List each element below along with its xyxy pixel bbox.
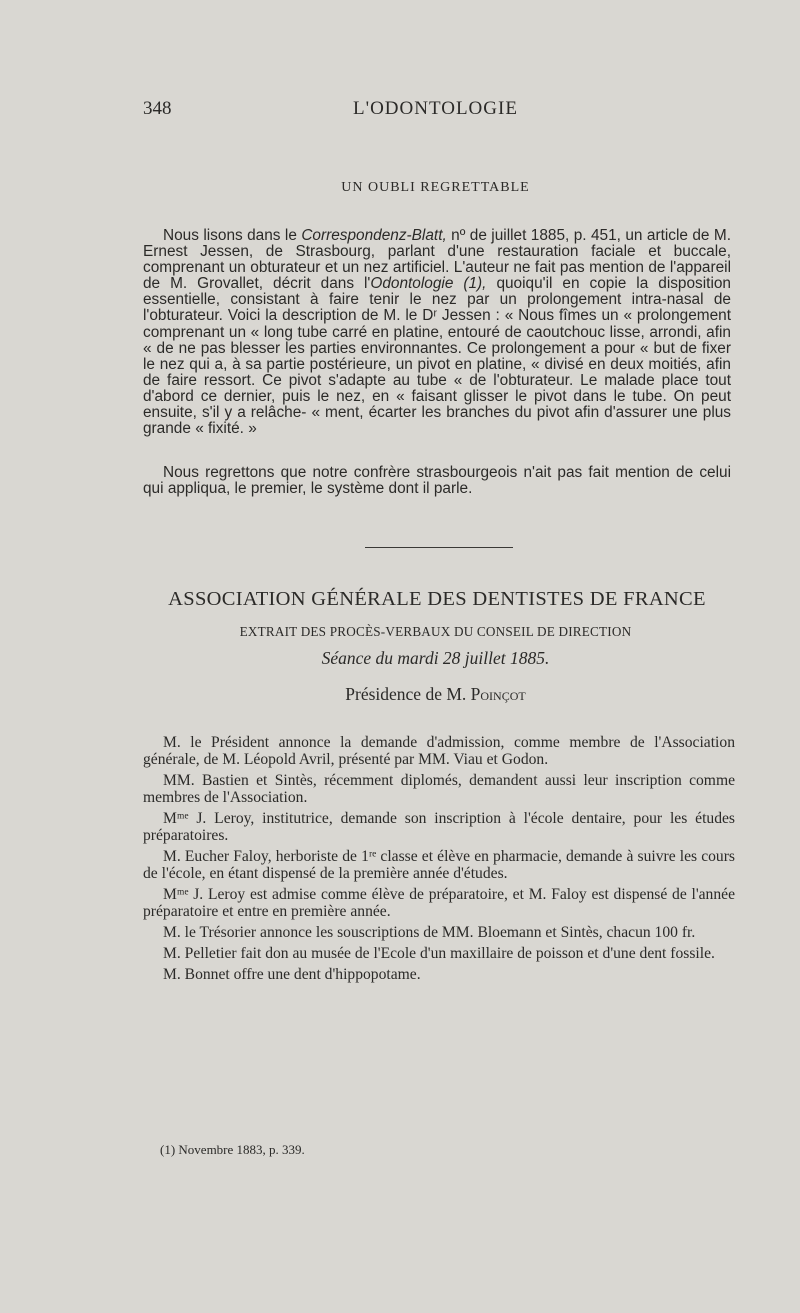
article-paragraph-1 [143,228,731,437]
extract-subtitle: EXTRAIT DES PROCÈS-VERBAUX DU CONSEIL DE DIRECTION [239,624,632,639]
text-segment: quoiqu'il en copie la disposition essentielle, consistant à faire tenir le nez par un prolongement intra-nasal de l'obturateur. Voici la description de M. le Dʳ Jessen : « Nous fîmes un « prolongement comprenant un « long tube carré en platine, entouré de caoutchouc lisse, arrondi, afin « de ne pas blesser les parties environnantes. Ce prolongement a pour « but de fixer le nez qui a, à sa partie postérieure, un pivot en platine, « divisé en deux moitiés, afin de faire ressort. Ce pivot s'adapte au tube « de l'obturateur. Le malade place tout d'abord ce dernier, puis le nez, en « faisant glisser le pivot dans le tube. On peut ensuite, s'il y a relâche- « ment, écarter les branches du pivot afin d'assurer une plus grande « fixité. » [143,275,731,438]
minutes-paragraph: M. Eucher Faloy, herboriste de 1ʳᵉ classe et élève en pharmacie, demande à suivre les cours de l'école, en étant dispensé de la première année d'études. [143,848,735,882]
minutes-paragraph: M. le Trésorier annonce les souscriptions de MM. Bloemann et Sintès, chacun 100 fr. [163,924,696,941]
president-name: Poinçot [470,684,526,704]
section-divider [365,547,513,548]
session-date: Séance du mardi 28 juillet 1885. [321,648,550,668]
text-segment: Nous lisons dans le [163,227,302,244]
minutes-paragraph: M. Bonnet offre une dent d'hippopotame. [163,966,421,983]
minutes-paragraph: MM. Bastien et Sintès, récemment diplomés, demandent aussi leur inscription comme membres de l'Association. [143,772,735,806]
running-title: L'ODONTOLOGIE [353,98,518,119]
page-number: 348 [143,98,172,119]
journal-reference: Odontologie (1), [370,275,487,293]
minutes-paragraph: Mᵐᵉ J. Leroy est admise comme élève de préparatoire, et M. Faloy est dispensé de l'année préparatoire et entre en première année. [143,886,735,920]
page-header [143,98,728,122]
minutes-paragraph: Mᵐᵉ J. Leroy, institutrice, demande son inscription à l'école dentaire, pour les études préparatoires. [143,810,735,844]
minutes-paragraph: M. le Président annonce la demande d'admission, comme membre de l'Association générale, de M. Léopold Avril, présenté par MM. Viau et Godon. [143,734,735,768]
minutes-paragraph: M. Pelletier fait don au musée de l'Ecole d'un maxillaire de poisson et d'une dent fossile. [163,945,715,962]
article-title: UN OUBLI REGRETTABLE [341,180,530,195]
text-segment: nº de juillet 1885, p. 451, un article de M. Ernest Jessen, de Strasbourg, parlant d'une restauration faciale et buccale, comprenant un obturateur et un nez artificiel. L'auteur ne fait pas mention de l'appareil de M. Grovallet, décrit dans l' [143,227,732,293]
presidency-line: Présidence de M. Poinçot [345,684,526,704]
footnote: (1) Novembre 1883, p. 339. [160,1142,305,1157]
association-title: ASSOCIATION GÉNÉRALE DES DENTISTES DE FRANCE [168,588,706,610]
journal-name: Correspondenz-Blatt, [301,227,447,244]
article-paragraph-2: Nous regrettons que notre confrère strasbourgeois n'ait pas fait mention de celui qui appliqua, le premier, le système dont il parle. [143,464,731,498]
minutes-body [143,734,735,987]
